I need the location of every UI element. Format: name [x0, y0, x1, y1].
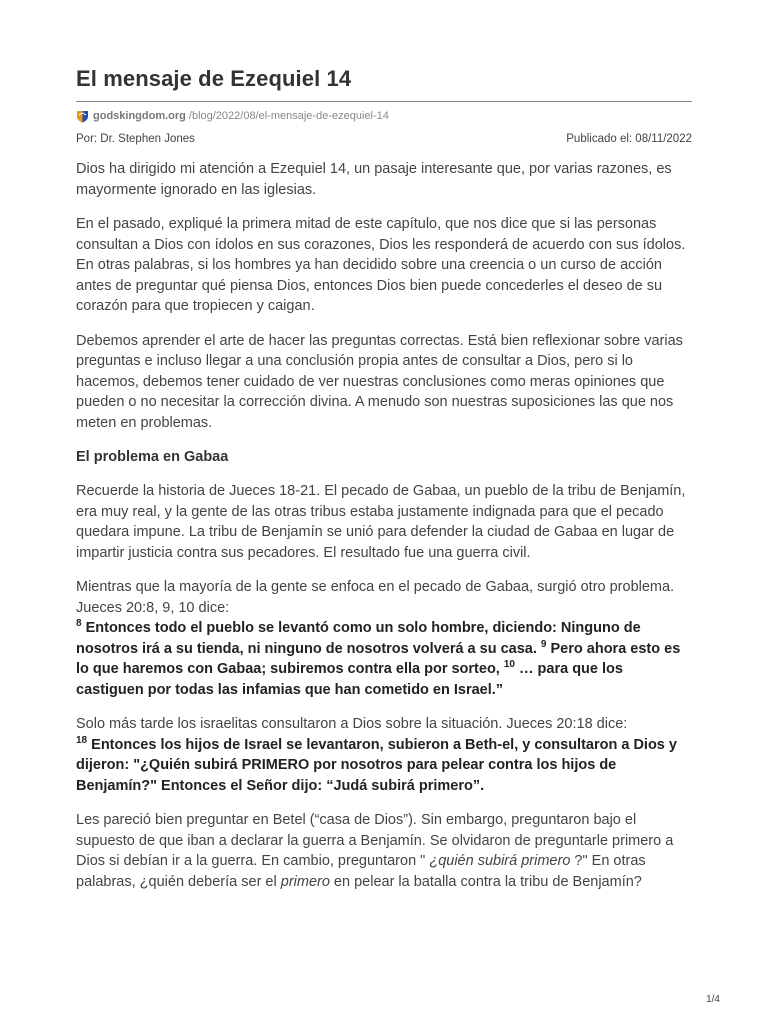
paragraph-3: Debemos aprender el arte de hacer las preguntas correctas. Está bien reflexionar sobre varias preguntas e incluso llegar a una conclusión propia antes de consultar a Dios, pero si lo hacemos, debemos tener cuidado de ver nuestras conclusiones como meras opiniones que pueden o no necesitar la corrección divina. A menudo son nuestras suposiciones las que nos meten en problemas.: [76, 332, 683, 431]
author: Por: Dr. Stephen Jones: [76, 133, 195, 145]
quote-text: Pero ahora esto es lo que haremos con Gabaa; subiremos contra ella por sorteo,: [76, 640, 681, 677]
paragraph-5: Mientras que la mayoría de la gente se enfoca en el pecado de Gabaa, surgió otro problema. Jueces 20:8, 9, 10 dice:: [76, 579, 675, 616]
verse-number: 8: [76, 618, 82, 630]
quote-text: Entonces los hijos de Israel se levantaron, subieron a Beth-el, y consultaron a Dios y dijeron: "¿Quién subirá PRIMERO por nosotros para pelear contra los hijos de Benjamín?" Entonces el Señor dijo: “Judá subirá primero”.: [76, 736, 677, 794]
publish-date: Publicado el: 08/11/2022: [566, 133, 692, 145]
verse-number: 18: [76, 734, 88, 746]
title-divider: [76, 101, 692, 102]
paragraph-2: En el pasado, expliqué la primera mitad de este capítulo, que nos dice que si las personas consultan a Dios con ídolos en sus corazones, Dios les responderá de acuerdo con sus ídolos. En otras palabras, si los hombres ya han decidido sobre una creencia o un curso de acción antes de preguntar qué piensa Dios, entonces Dios bien puede concederles el deseo de su corazón para que tropiecen y caigan.: [76, 216, 686, 314]
quote-text: … para que los castiguen por todas las infamias que han cometido en Israel.”: [76, 661, 623, 698]
paragraph-1: Dios ha dirigido mi atención a Ezequiel 14, un pasaje interesante que, por varias razones, es mayormente ignorado en las iglesias.: [76, 161, 672, 198]
verse-number: 10: [503, 659, 515, 671]
paragraph-7: [76, 810, 692, 892]
source-line: [76, 108, 692, 124]
scripture-quote-2: [76, 735, 692, 797]
source-path-link[interactable]: /blog/2022/08/el-mensaje-de-ezequiel-14: [188, 110, 389, 122]
godskingdom-shield-icon: [76, 110, 89, 123]
section-heading: El problema en Gabaa: [76, 449, 229, 465]
italic-run: primero: [280, 873, 330, 890]
page-number: 1/4: [706, 994, 720, 1005]
text-run: Les pareció bien preguntar en Betel (“casa de Dios”). Sin embargo, preguntaron bajo el supuesto de que iban a declarar la guerra a Benjamín. Se olvidaron de preguntarle primero a Dios si debían ir a la guerra. En cambio, preguntaron ": [76, 812, 674, 869]
text-run: en pelear la batalla contra la tribu de Benjamín?: [329, 873, 642, 890]
quote-text: Entonces todo el pueblo se levantó como un solo hombre, diciendo: Ninguno de nosotros irá a su tienda, ni ninguno de nosotros volverá a su casa.: [76, 620, 641, 657]
italic-run: ¿quién subirá primero: [429, 853, 571, 869]
article: [76, 62, 692, 892]
source-domain-link[interactable]: godskingdom.org: [93, 110, 186, 122]
text-run: ?" En otras palabras, ¿quién debería ser el: [76, 853, 646, 890]
verse-number: 9: [540, 638, 547, 650]
article-meta: [76, 131, 692, 147]
article-title: El mensaje de Ezequiel 14: [76, 66, 352, 91]
paragraph-6: Solo más tarde los israelitas consultaron a Dios sobre la situación. Jueces 20:18 dice:: [76, 716, 628, 732]
scripture-quote-1: [76, 618, 692, 700]
paragraph-4: Recuerde la historia de Jueces 18-21. El pecado de Gabaa, un pueblo de la tribu de Benjamín, era muy real, y la gente de las otras tribus estaba justamente indignada para que el pecado quedara impune. La tribu de Benjamín se unió para defender la ciudad de Gabaa en lugar de impartir justicia contra sus pecadores. El resultado fue una guerra civil.: [76, 483, 686, 561]
